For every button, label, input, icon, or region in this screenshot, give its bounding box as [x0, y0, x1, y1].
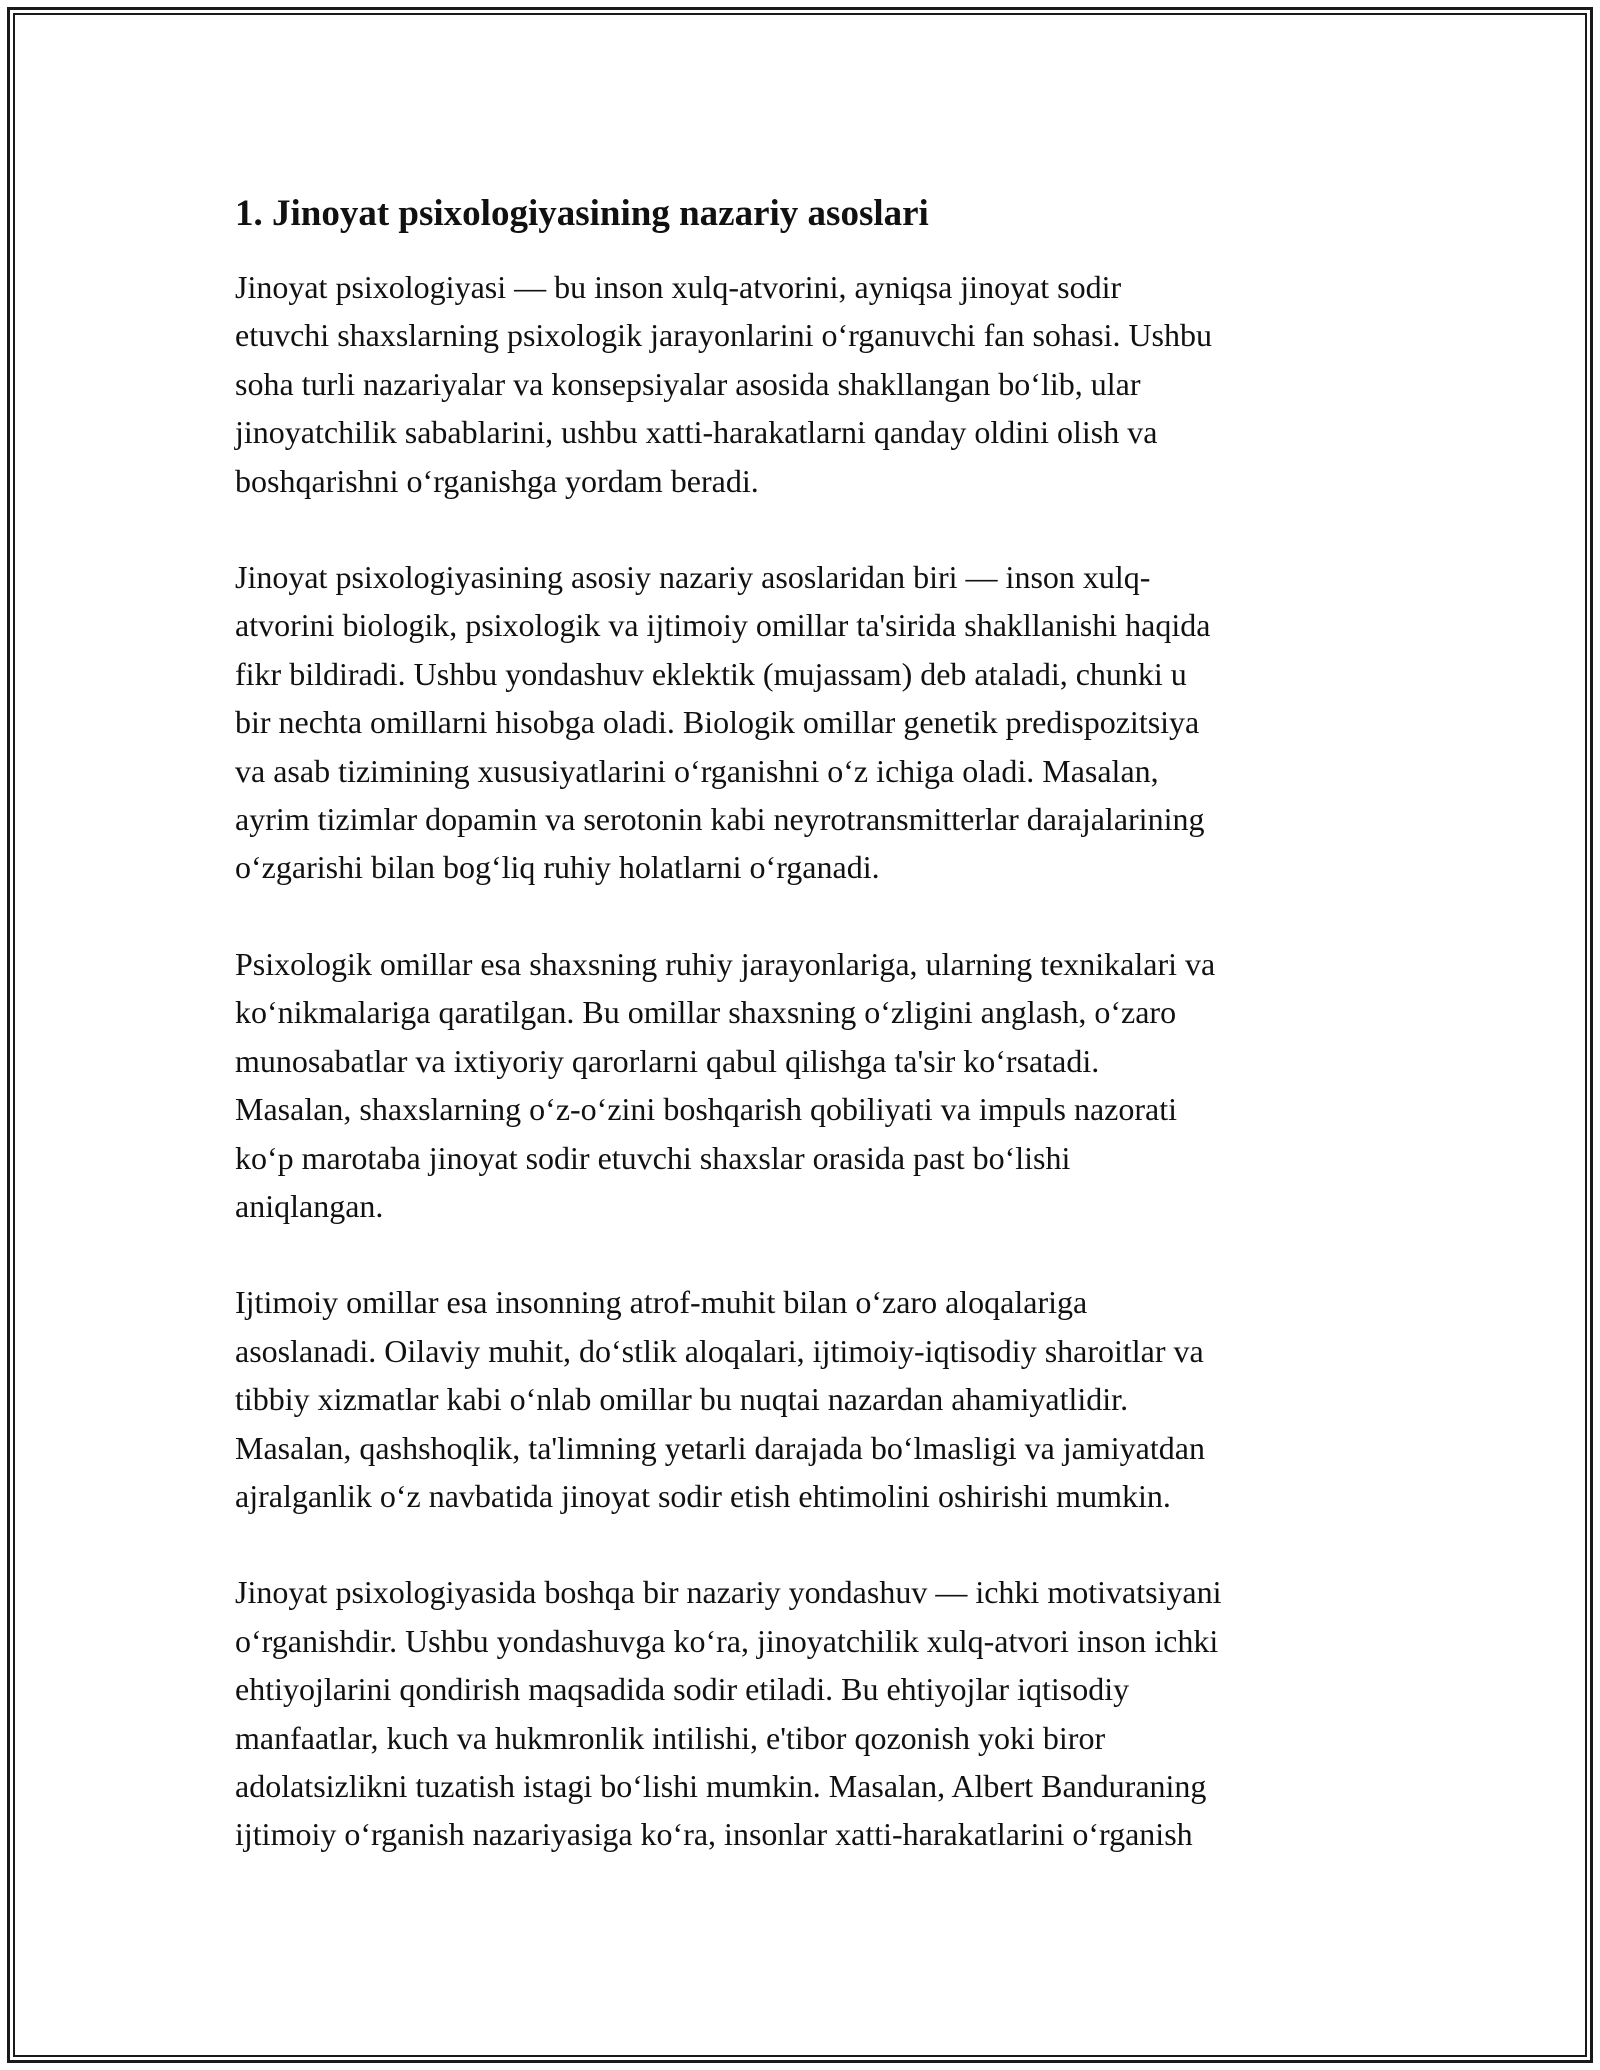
text-line: jinoyatchilik sabablarini, ushbu xatti-harakatlarni qanday oldini olish va [235, 414, 1158, 451]
text-line: munosabatlar va ixtiyoriy qarorlarni qabul qilishga ta'sir ko‘rsatadi. [235, 1042, 1100, 1079]
paragraph-1 [235, 263, 1375, 505]
paragraph-container [235, 263, 1375, 1859]
text-line: ko‘nikmalariga qaratilgan. Bu omillar shaxsning o‘zligini anglash, o‘zaro [235, 994, 1177, 1031]
text-line: ajralganlik o‘z navbatida jinoyat sodir etish ehtimolini oshirishi mumkin. [235, 1477, 1171, 1514]
text-line: o‘rganishdir. Ushbu yondashuvga ko‘ra, jinoyatchilik xulq-atvori inson ichki [235, 1622, 1219, 1659]
paragraph-5 [235, 1568, 1375, 1858]
text-line: atvorini biologik, psixologik va ijtimoiy omillar ta'sirida shakllanishi haqida [235, 607, 1211, 644]
text-line: Masalan, qashshoqlik, ta'limning yetarli darajada bo‘lmasligi va jamiyatdan [235, 1429, 1205, 1466]
text-line: fikr bildiradi. Ushbu yondashuv eklektik (mujassam) deb ataladi, chunki u [235, 655, 1187, 692]
text-line: Jinoyat psixologiyasida boshqa bir nazariy yondashuv — ichki motivatsiyani [235, 1574, 1222, 1611]
text-line: bir nechta omillarni hisobga oladi. Biologik omillar genetik predispozitsiya [235, 704, 1200, 741]
text-line: Jinoyat psixologiyasi — bu inson xulq-atvorini, ayniqsa jinoyat sodir [235, 269, 1122, 305]
text-line: aniqlangan. [235, 1187, 384, 1224]
text-line: ijtimoiy o‘rganish nazariyasiga ko‘ra, insonlar xatti-harakatlarini o‘rganish [235, 1816, 1193, 1853]
text-line: Masalan, shaxslarning o‘z-o‘zini boshqarish qobiliyati va impuls nazorati [235, 1091, 1177, 1128]
text-line: ehtiyojlarini qondirish maqsadida sodir etiladi. Bu ehtiyojlar iqtisodiy [235, 1671, 1130, 1708]
text-line: Psixologik omillar esa shaxsning ruhiy jarayonlariga, ularning texnikalari va [235, 945, 1216, 982]
text-line: boshqarishni o‘rganishga yordam beradi. [235, 462, 759, 499]
paragraph-2 [235, 553, 1375, 892]
paragraph-4 [235, 1278, 1375, 1520]
text-line: Jinoyat psixologiyasining asosiy nazariy asoslaridan biri — inson xulq- [235, 559, 1151, 596]
section-heading: 1. Jinoyat psixologiyasining nazariy asoslari [235, 193, 929, 234]
text-line: o‘zgarishi bilan bog‘liq ruhiy holatlarni o‘rganadi. [235, 849, 880, 886]
text-line: asoslanadi. Oilaviy muhit, do‘stlik aloqalari, ijtimoiy-iqtisodiy sharoitlar va [235, 1332, 1204, 1369]
text-line: Ijtimoiy omillar esa insonning atrof-muhit bilan o‘zaro aloqalariga [235, 1284, 1088, 1321]
text-line: manfaatlar, kuch va hukmronlik intilishi, e'tibor qozonish yoki biror [235, 1719, 1106, 1756]
text-line: etuvchi shaxslarning psixologik jarayonlarini o‘rganuvchi fan sohasi. Ushbu [235, 317, 1212, 354]
text-line: soha turli nazariyalar va konsepsiyalar asosida shakllangan bo‘lib, ular [235, 365, 1141, 402]
text-line: adolatsizlikni tuzatish istagi bo‘lishi mumkin. Masalan, Albert Banduraning [235, 1767, 1207, 1804]
text-line: tibbiy xizmatlar kabi o‘nlab omillar bu nuqtai nazardan ahamiyatlidir. [235, 1381, 1129, 1418]
text-line: ko‘p marotaba jinoyat sodir etuvchi shaxslar orasida past bo‘lishi [235, 1139, 1071, 1176]
paragraph-3 [235, 940, 1375, 1230]
text-line: ayrim tizimlar dopamin va serotonin kabi neyrotransmitterlar darajalarining [235, 801, 1205, 838]
document-body [235, 185, 1375, 1907]
text-line: va asab tizimining xususiyatlarini o‘rganishni o‘z ichiga oladi. Masalan, [235, 752, 1159, 789]
